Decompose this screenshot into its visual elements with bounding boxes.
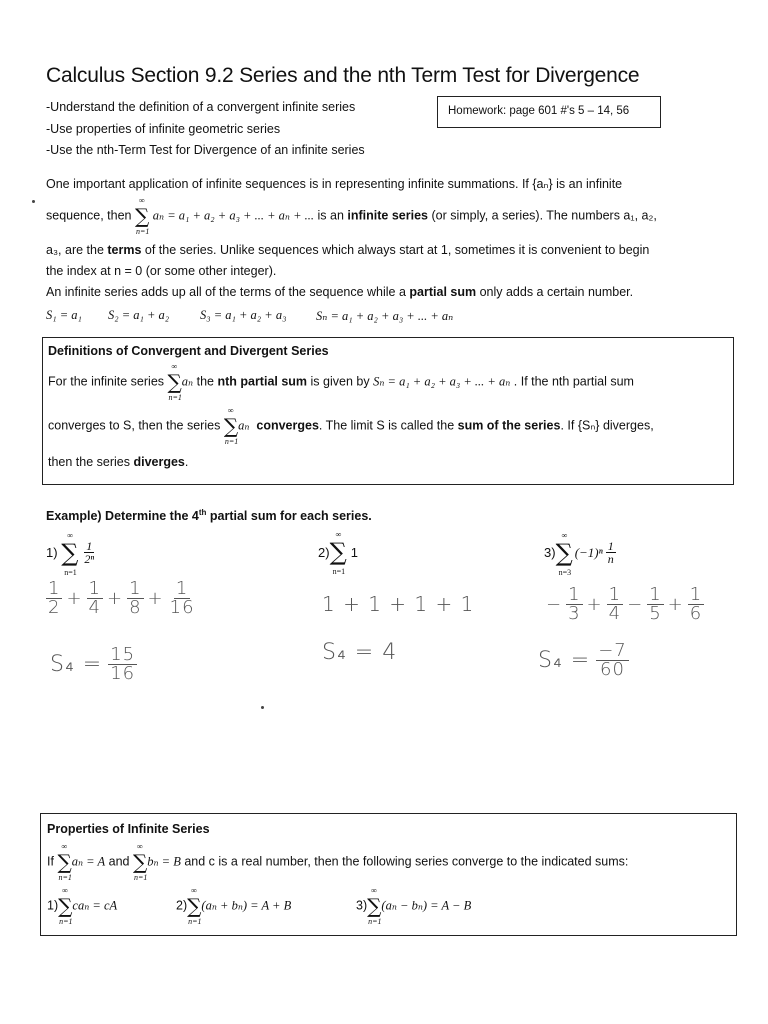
- partial-sum-2: S₂ = a₁ + a₂: [108, 308, 170, 322]
- problem-2-term: 1: [350, 544, 358, 560]
- intro-sequence-text: sequence, then: [46, 208, 132, 223]
- problem-2: [318, 530, 358, 576]
- sum-symbol: ∞ ∑ n=1: [223, 406, 239, 446]
- terms-term: terms: [107, 243, 142, 257]
- definitions-line-2: converges to S, then the series ∞ ∑ n=1 aₙ converges. The limit S is called the sum of the series. If {Sₙ} diverges,: [48, 406, 654, 446]
- scan-speck: [32, 200, 35, 203]
- intro-line-3: a₃, are the terms of the series. Unlike sequences which always start at 1, sometimes it is convenient to begin: [46, 243, 650, 257]
- nth-partial-sum-term: nth partial sum: [217, 374, 308, 389]
- scan-speck: [261, 706, 264, 709]
- intro-line-2-tail: (or simply, a series). The numbers a₁, a₂,: [427, 208, 657, 223]
- sum-symbol: ∞ ∑ n=1: [367, 886, 382, 926]
- problem-1: [46, 530, 96, 577]
- problem-3: [544, 530, 616, 577]
- intro-line-4: the index at n = 0 (or some other integer).: [46, 264, 277, 278]
- definitions-heading: Definitions of Convergent and Divergent Series: [48, 344, 329, 358]
- objective-3: -Use the nth-Term Test for Divergence of an infinite series: [46, 143, 365, 157]
- intro-line-1: One important application of infinite sequences is in representing infinite summations. If {aₙ} is an infinite: [46, 177, 623, 191]
- converges-term: converges: [256, 418, 319, 433]
- page-title: Calculus Section 9.2 Series and the nth Term Test for Divergence: [46, 64, 640, 87]
- intro-line-2: [46, 196, 657, 236]
- intro-line-5: An infinite series adds up all of the terms of the sequence while a partial sum only adds a certain number.: [46, 285, 634, 299]
- properties-heading: Properties of Infinite Series: [47, 822, 210, 836]
- sum-symbol: ∞ ∑ n=1: [61, 530, 79, 577]
- objective-1: -Understand the definition of a convergent infinite series: [46, 100, 356, 114]
- sum-symbol: ∞ ∑ n=1: [167, 362, 182, 402]
- sum-symbol: ∞ ∑ n=1: [132, 842, 148, 882]
- partial-sum-3: S₃ = a₁ + a₂ + a₃: [200, 308, 287, 322]
- sum-symbol: ∞ ∑ n=1: [58, 886, 73, 926]
- sum-of-series-term: sum of the series: [457, 418, 561, 433]
- partial-sum-term: partial sum: [409, 285, 477, 299]
- property-2: 2) ∞ ∑ n=1 (aₙ + bₙ) = A + B: [176, 886, 292, 926]
- diverges-term: diverges: [133, 455, 185, 469]
- problem-3-answer: S₄ = $\frac{-7}{60}$: [538, 640, 627, 680]
- property-1: 1) ∞ ∑ n=1 caₙ = cA: [47, 886, 118, 926]
- sum-symbol: ∞ ∑ n=1: [134, 196, 150, 236]
- properties-condition: If ∞ ∑ n=1 aₙ = A and ∞ ∑ n=1 bₙ = B and c is a real number, then the following series converge to the indicated sums:: [47, 842, 629, 882]
- problem-1-work: $\frac{1}{2}$ + $\frac{1}{4}$ + $\frac{1}{8}$ + $\frac{1}{16}$: [48, 578, 195, 618]
- problem-3-work: − $\frac{1}{3}$ + $\frac{1}{4}$ − $\frac{1}{5}$ + $\frac{1}{6}$: [546, 584, 703, 624]
- problem-2-work: 1 + 1 + 1 + 1: [322, 592, 475, 616]
- problem-2-number: 2): [318, 544, 330, 560]
- infinite-series-term: infinite series: [347, 208, 428, 223]
- problem-3-sign-term: (−1)ⁿ: [574, 544, 603, 560]
- property-3: 3) ∞ ∑ n=1 (aₙ − bₙ) = A − B: [356, 886, 472, 926]
- intro-is-an: is an: [314, 208, 348, 223]
- definitions-line-1: For the infinite series ∞ ∑ n=1 aₙ the nth partial sum is given by Sₙ = a₁ + a₂ + a₃ + ... + aₙ . If the nth partial sum: [48, 362, 634, 402]
- partial-sum-n: Sₙ = a₁ + a₂ + a₃ + ... + aₙ: [316, 309, 454, 323]
- problem-1-term: $\frac{1}{\text{2ⁿ}}$: [84, 539, 95, 566]
- problem-3-term: $\frac{1}{n}$: [607, 539, 614, 566]
- problem-2-answer: S₄ = 4: [322, 640, 398, 665]
- example-heading: Example) Determine the 4th partial sum for each series.: [46, 508, 372, 524]
- problem-3-number: 3): [544, 545, 556, 560]
- sum-symbol: ∞ ∑ n=1: [329, 530, 347, 576]
- homework-box: Homework: page 601 #'s 5 – 14, 56: [437, 96, 661, 128]
- sum-symbol: ∞ ∑ n=1: [57, 842, 72, 882]
- series-expansion: aₙ = a₁ + a₂ + a₃ + ... + aₙ + ...: [152, 208, 315, 223]
- sum-symbol: ∞ ∑ n=1: [187, 886, 202, 926]
- problem-1-number: 1): [46, 545, 58, 560]
- definitions-line-3: then the series diverges.: [48, 455, 189, 469]
- problem-1-answer: S₄ = $\frac{15}{16}$: [50, 644, 136, 684]
- objective-2: -Use properties of infinite geometric series: [46, 122, 281, 136]
- partial-sum-1: S₁ = a₁: [46, 308, 82, 322]
- sum-symbol: ∞ ∑ n=3: [555, 530, 573, 577]
